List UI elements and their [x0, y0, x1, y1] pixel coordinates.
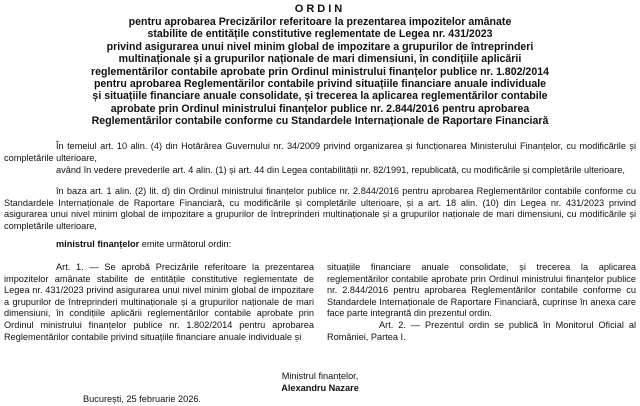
heading-line: reglementărilor contabile aprobate prin Ordinul ministrului finanțelor publice nr. 1.802/2014	[91, 65, 549, 78]
preamble-paragraph-issuer	[4, 239, 636, 251]
issue-date: București, 25 februarie 2026.	[83, 394, 201, 404]
heading-line: pentru aprobarea Precizărilor referitoare la prezentarea impozitelor amânate	[128, 16, 512, 28]
issuer-phrase: emite următorul ordin:	[139, 239, 232, 249]
heading-line: și situațiile financiare anuale consolidate, și trecerea la aplicarea reglementărilor contabile	[92, 90, 548, 103]
heading-line: Reglementărilor contabile conforme cu Standardele Internaționale de Raportare Financiară	[91, 115, 549, 128]
preamble-paragraph-legal-basis: În temeiul art. 10 alin. (4) din Hotărârea Guvernului nr. 34/2009 privind organizarea și funcționarea Ministerului Finanțelor, cu modificările și completările ulterioare,	[4, 141, 636, 163]
document-heading	[0, 16, 640, 128]
issuer-title: ministrul finanțelor	[56, 239, 140, 249]
heading-line: pentru aprobarea Reglementărilor contabile privind situațiile financiare anuale individuale	[93, 78, 547, 91]
heading-line: multinaționale și a grupurilor naționale de mari dimensiuni, în condițiile aplicării	[118, 53, 522, 66]
heading-line: privind asigurarea unui nivel minim global de impozitare a grupurilor de întreprinderi	[106, 40, 534, 53]
article-2: Art. 2. — Prezentul ordin se publică în Monitorul Oficial al României, Partea I.	[327, 319, 636, 342]
preamble-paragraph-accounting-law: având în vedere prevederile art. 4 alin. (1) și art. 44 din Legea contabilității nr. 82/1991, republicată, cu modificările și completările ulterioare,	[56, 165, 625, 175]
preamble-paragraph-order-basis: în baza art. 1 alin. (2) lit. d) din Ordinul ministrului finanțelor publice nr. 2.844/2016 pentru aprobarea Reglementărilor contabile conforme cu Standardele Internaționale de Raportare Financiară, cu modificările și completările ulterioare, și a art. 18 alin. (10) din Legea nr. 431/2023 privind asigurarea unui nivel minim global de impozitare a grupurilor de întreprinderi multinaționale și a grupurilor naționale de mari dimensiuni, cu modificările și completările ulterioare,	[4, 186, 636, 231]
document-title: ORDIN	[294, 3, 346, 15]
heading-line: stabilite de entitățile constitutive reglementate de Legea nr. 431/2023	[147, 28, 493, 41]
signature-block	[0, 371, 640, 394]
article-column-left	[4, 262, 314, 343]
article-1-part-1: Art. 1. — Se aprobă Precizările referitoare la prezentarea impozitelor amânate stabilite de entitățile constitutive reglementate de Legea nr. 431/2023 privind asigurarea unui nivel minim global de impozitare a grupurilor de întreprinderi multinaționale și a grupurilor naționale de mari dimensiuni, în condițiile aplicării reglementărilor contabile aprobate prin Ordinul ministrului finanțelor publice nr. 1.802/2014 pentru aprobarea Reglementărilor contabile privind situațiile financiare anuale individuale și	[4, 262, 314, 342]
signature-name: Alexandru Nazare	[281, 382, 359, 393]
signature-role: Ministrul finanțelor,	[281, 371, 359, 381]
heading-line: aprobate prin Ordinul ministrului finanțelor publice nr. 2.844/2016 pentru aprobarea	[110, 102, 530, 115]
article-1-part-2: situațiile financiare anuale consolidate, și trecerea la aplicarea reglementărilor contabile aprobate prin Ordinul ministrului finanțelor publice nr. 2.844/2016 pentru aprobarea Reglementărilor contabile conforme cu Standardele Internaționale de Raportare Financiară, cuprinse în anexa care face parte integrantă din prezentul ordin.	[327, 262, 636, 319]
article-column-right	[327, 262, 636, 343]
